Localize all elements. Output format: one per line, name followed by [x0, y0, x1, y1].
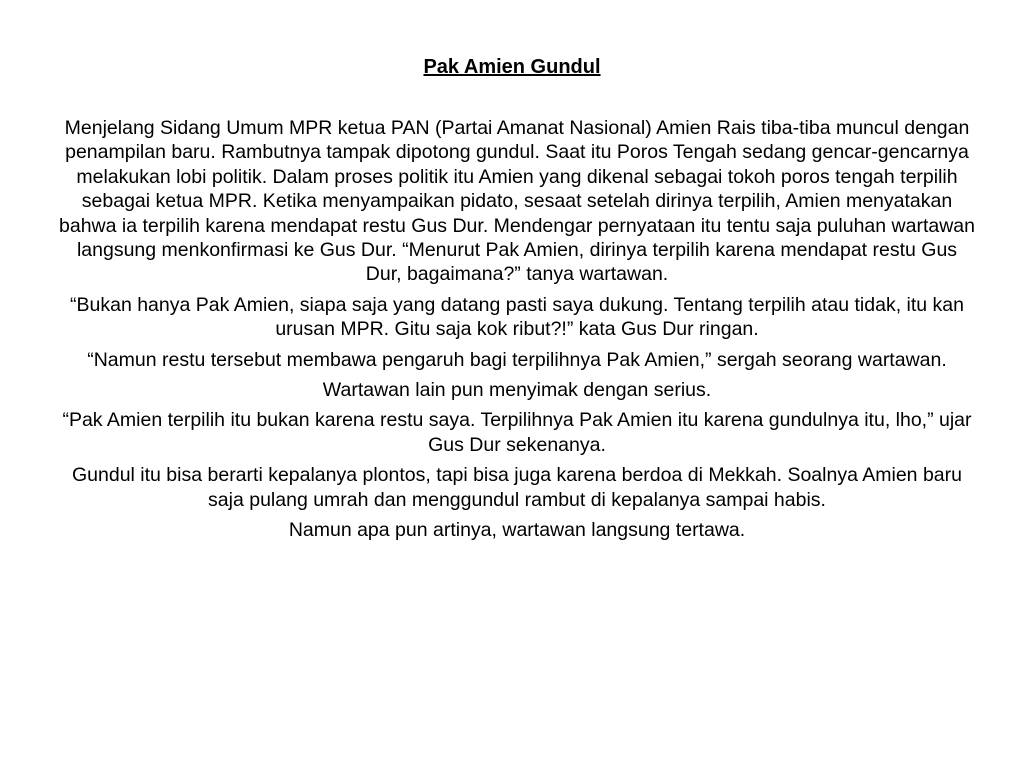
paragraph-4: Wartawan lain pun menyimak dengan serius.	[322, 379, 712, 402]
paragraph-2: “Bukan hanya Pak Amien, siapa saja yang datang pasti saya dukung. Tentang terpilih atau tidak, itu kan urusan MPR. Gitu saja kok ribut?!” kata Gus Dur ringan.	[70, 293, 964, 341]
paragraph-1: Menjelang Sidang Umum MPR ketua PAN (Partai Amanat Nasional) Amien Rais tiba-tiba muncul dengan penampilan baru. Rambutnya tampak dipotong gundul. Saat itu Poros Tengah sedang gencar-gencarnya melakukan lobi politik. Dalam proses politik itu Amien yang dikenal sebagai tokoh poros tengah terpilih sebagai ketua MPR. Ketika menyampaikan pidato, sesaat setelah dirinya terpilih, Amien menyatakan bahwa ia terpilih karena mendapat restu Gus Dur. Mendengar pernyataan itu tentu saja puluhan wartawan langsung menkonfirmasi ke Gus Dur. “Menurut Pak Amien, dirinya terpilih karena mendapat restu Gus Dur, bagaimana?” tanya wartawan.	[59, 117, 975, 286]
paragraph-7: Namun apa pun artinya, wartawan langsung tertawa.	[288, 519, 746, 542]
slide-body	[58, 116, 976, 549]
paragraph-3: “Namun restu tersebut membawa pengaruh bagi terpilihnya Pak Amien,” sergah seorang wartawan.	[87, 348, 947, 371]
paragraph-5: “Pak Amien terpilih itu bukan karena restu saya. Terpilihnya Pak Amien itu karena gundulnya itu, lho,” ujar Gus Dur sekenanya.	[62, 409, 972, 456]
slide-title: Pak Amien Gundul	[423, 56, 601, 78]
paragraph-6: Gundul itu bisa berarti kepalanya plontos, tapi bisa juga karena berdoa di Mekkah. Soalnya Amien baru saja pulang umrah dan menggundul rambut di kepalanya sampai habis.	[72, 464, 962, 511]
